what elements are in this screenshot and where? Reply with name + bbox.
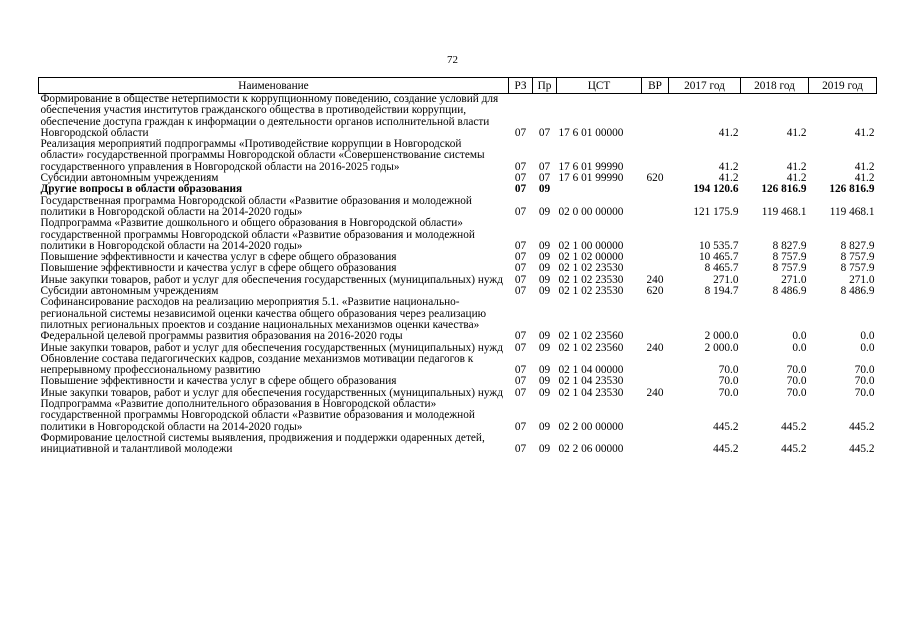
- row-2019: 41.2: [854, 160, 875, 173]
- row-name: Подпрограмма «Развитие дополнительного образования в Новгородской области» государственной программы Новгородской области «Развитие образования и молодежной политики в Новгородской области на 2014-2020 годы»: [40, 398, 475, 433]
- row-pr: 09: [538, 205, 551, 218]
- row-2018: 8 827.9: [772, 239, 807, 252]
- row-rz: 07: [514, 273, 527, 286]
- row-vr: 240: [646, 386, 664, 399]
- row-cst: 02 1 04 23530: [558, 375, 624, 388]
- row-vr: [642, 184, 669, 195]
- row-2019: 8 757.9: [840, 251, 875, 264]
- row-2019: 8 827.9: [840, 239, 875, 252]
- row-cst: 02 1 02 00000: [558, 251, 624, 264]
- row-pr: 07: [538, 172, 551, 185]
- row-vr: [642, 252, 669, 263]
- row-rz: 07: [514, 183, 527, 196]
- row-2018: 445.2: [781, 420, 807, 433]
- row-name: Реализация мероприятий подпрограммы «Противодействие коррупции в Новгородской области» государственной программы Новгородской области «Совершенствование системы государственного управления в Новгородской области на 2016-2025 годы»: [40, 138, 485, 173]
- row-2017: 70.0: [718, 375, 739, 388]
- row-2019: 445.2: [849, 420, 875, 433]
- row-2018: 0.0: [792, 341, 807, 354]
- row-vr: [642, 297, 669, 342]
- row-vr: 620: [646, 172, 664, 185]
- row-rz: 07: [514, 386, 527, 399]
- row-2017: 70.0: [718, 364, 739, 377]
- row-2019: 8 486.9: [840, 285, 875, 298]
- row-cst: 02 1 02 23530: [558, 273, 624, 286]
- row-2018: 8 757.9: [772, 251, 807, 264]
- row-pr: 09: [538, 443, 551, 456]
- row-rz: 07: [514, 364, 527, 377]
- budget-table: [38, 77, 877, 456]
- row-name: Иные закупки товаров, работ и услуг для обеспечения государственных (муниципальных) нужд: [40, 273, 503, 286]
- header-pr: Пр: [533, 78, 557, 94]
- row-rz: 07: [514, 375, 527, 388]
- row-2019: 0.0: [860, 341, 875, 354]
- row-2018: 271.0: [781, 273, 807, 286]
- row-rz: 07: [514, 443, 527, 456]
- row-cst: 02 1 02 23560: [558, 330, 624, 343]
- row-pr: 09: [538, 386, 551, 399]
- row-pr: 09: [538, 239, 551, 252]
- row-cst: 02 1 04 23530: [558, 386, 624, 399]
- row-cst: 02 1 02 23560: [558, 341, 624, 354]
- row-name: Субсидии автономным учреждениям: [40, 172, 219, 185]
- row-2019: 119 468.1: [829, 205, 875, 218]
- row-2019: 126 816.9: [829, 183, 875, 196]
- row-name: Государственная программа Новгородской области «Развитие образования и молодежной политики в Новгородской области на 2014-2020 годы»: [40, 194, 472, 218]
- row-name: Формирование в обществе нетерпимости к коррупционному поведению, создание условий для обеспечения участия институтов гражданского общества в противодействии коррупции, обеспечение доступа граждан к информации о деятельности органов исполнительной власти Новгородской области: [40, 93, 499, 139]
- row-2019: 271.0: [849, 273, 875, 286]
- row-vr: [642, 196, 669, 219]
- row-rz: 07: [514, 126, 527, 139]
- row-cst: 17 6 01 99990: [558, 172, 624, 185]
- row-2018: 70.0: [786, 364, 807, 377]
- row-2017: 121 175.9: [693, 205, 739, 218]
- row-cst: 17 6 01 99990: [558, 160, 624, 173]
- row-cst: 02 2 06 00000: [558, 443, 624, 456]
- table-header-row: [39, 78, 877, 94]
- row-2018: 126 816.9: [761, 183, 807, 196]
- row-2017: 2 000.0: [704, 341, 739, 354]
- row-name: Формирование целостной системы выявления, продвижения и поддержки одаренных детей, инициативной и талантливой молодежи: [40, 431, 485, 456]
- table-row: [39, 94, 877, 140]
- row-2019: 41.2: [854, 126, 875, 139]
- row-pr: 09: [538, 420, 551, 433]
- row-2019: 8 757.9: [840, 262, 875, 275]
- row-pr: 09: [538, 183, 551, 196]
- row-2017: 41.2: [718, 126, 739, 139]
- header-2018: 2018 год: [741, 78, 809, 94]
- row-vr: [642, 399, 669, 433]
- row-2017: 271.0: [713, 273, 739, 286]
- row-pr: 09: [538, 285, 551, 298]
- row-2019: 70.0: [854, 364, 875, 377]
- row-pr: 07: [538, 126, 551, 139]
- row-rz: 07: [514, 172, 527, 185]
- row-pr: 07: [538, 160, 551, 173]
- row-name: Субсидии автономным учреждениям: [40, 285, 219, 298]
- row-cst: [557, 184, 642, 195]
- header-rz: РЗ: [509, 78, 533, 94]
- row-name: Обновление состава педагогических кадров, создание механизмов мотивации педагогов к непрерывному профессиональному развитию: [40, 352, 474, 377]
- row-2017: 8 194.7: [704, 285, 739, 298]
- header-cst: ЦСТ: [557, 78, 642, 94]
- table-row: [39, 184, 877, 195]
- row-name: Другие вопросы в области образования: [40, 183, 243, 196]
- table-row: [39, 433, 877, 456]
- row-cst: 02 2 00 00000: [558, 420, 624, 433]
- row-2019: 41.2: [854, 172, 875, 185]
- row-2019: 70.0: [854, 375, 875, 388]
- row-pr: 09: [538, 364, 551, 377]
- row-rz: 07: [514, 341, 527, 354]
- row-2018: 70.0: [786, 386, 807, 399]
- row-cst: 17 6 01 00000: [558, 126, 624, 139]
- row-cst: 02 1 00 00000: [558, 239, 624, 252]
- row-2019: 445.2: [849, 443, 875, 456]
- table-row: [39, 354, 877, 377]
- row-name: Подпрограмма «Развитие дошкольного и общего образования в Новгородской области» государственной программы Новгородской области «Развитие образования и молодежной политики в Новгородской области на 2014-2020 годы»: [40, 217, 475, 252]
- row-rz: 07: [514, 330, 527, 343]
- row-vr: 240: [646, 341, 664, 354]
- row-pr: 09: [538, 341, 551, 354]
- row-cst: 02 1 04 00000: [558, 364, 624, 377]
- row-2017: 2 000.0: [704, 330, 739, 343]
- table-row: [39, 196, 877, 219]
- row-2018: 445.2: [781, 443, 807, 456]
- row-name: Повышение эффективности и качества услуг в сфере общего образования: [40, 375, 397, 388]
- table-row: [39, 218, 877, 252]
- row-name: Иные закупки товаров, работ и услуг для обеспечения государственных (муниципальных) нужд: [40, 341, 503, 354]
- row-vr: [642, 354, 669, 377]
- row-2018: 41.2: [786, 172, 807, 185]
- row-rz: 07: [514, 239, 527, 252]
- header-name: Наименование: [39, 78, 509, 94]
- header-2019: 2019 год: [809, 78, 877, 94]
- row-rz: 07: [514, 251, 527, 264]
- row-2017: 445.2: [713, 420, 739, 433]
- row-vr: [642, 218, 669, 252]
- row-vr: [642, 139, 669, 173]
- row-rz: 07: [514, 262, 527, 275]
- table-row: [39, 297, 877, 342]
- row-2019: 70.0: [854, 386, 875, 399]
- row-2017: 194 120.6: [693, 183, 739, 196]
- row-name: Иные закупки товаров, работ и услуг для обеспечения государственных (муниципальных) нужд: [40, 386, 503, 399]
- row-2018: 8 486.9: [772, 285, 807, 298]
- row-2017: 41.2: [718, 160, 739, 173]
- row-pr: 09: [538, 251, 551, 264]
- row-2017: 70.0: [718, 386, 739, 399]
- table-row: [39, 139, 877, 173]
- row-cst: 02 0 00 00000: [558, 205, 624, 218]
- row-2018: 119 468.1: [761, 205, 807, 218]
- row-vr: [642, 433, 669, 456]
- row-rz: 07: [514, 285, 527, 298]
- row-2018: 0.0: [792, 330, 807, 343]
- row-2018: 41.2: [786, 160, 807, 173]
- page-number: 72: [447, 54, 458, 66]
- row-2017: 8 465.7: [704, 262, 739, 275]
- header-vr: ВР: [642, 78, 669, 94]
- row-2017: 10 465.7: [698, 251, 739, 264]
- table-row: [39, 399, 877, 433]
- row-rz: 07: [514, 420, 527, 433]
- row-pr: 09: [538, 330, 551, 343]
- row-pr: 09: [538, 262, 551, 275]
- row-name: Софинансирование расходов на реализацию мероприятия 5.1. «Развитие национально-региональной системы независимой оценки качества общего образования через реализацию пилотных региональных проектов и создание национальных механизмов оценки качества» Федеральной целевой программы развития образования на 2016-2020 годы: [40, 296, 487, 343]
- row-name: Повышение эффективности и качества услуг в сфере общего образования: [40, 251, 397, 264]
- row-2017: 445.2: [713, 443, 739, 456]
- row-vr: [642, 94, 669, 140]
- row-rz: 07: [514, 160, 527, 173]
- row-vr: 620: [646, 285, 664, 298]
- row-cst: 02 1 02 23530: [558, 285, 624, 298]
- header-2017: 2017 год: [669, 78, 741, 94]
- row-2018: 70.0: [786, 375, 807, 388]
- row-cst: 02 1 02 23530: [558, 262, 624, 275]
- row-rz: 07: [514, 205, 527, 218]
- row-2018: 8 757.9: [772, 262, 807, 275]
- row-2017: 41.2: [718, 172, 739, 185]
- row-pr: 09: [538, 273, 551, 286]
- row-2017: 10 535.7: [698, 239, 739, 252]
- row-2018: 41.2: [786, 126, 807, 139]
- row-2019: 0.0: [860, 330, 875, 343]
- row-name: Повышение эффективности и качества услуг в сфере общего образования: [40, 262, 397, 275]
- row-pr: 09: [538, 375, 551, 388]
- row-vr: 240: [646, 273, 664, 286]
